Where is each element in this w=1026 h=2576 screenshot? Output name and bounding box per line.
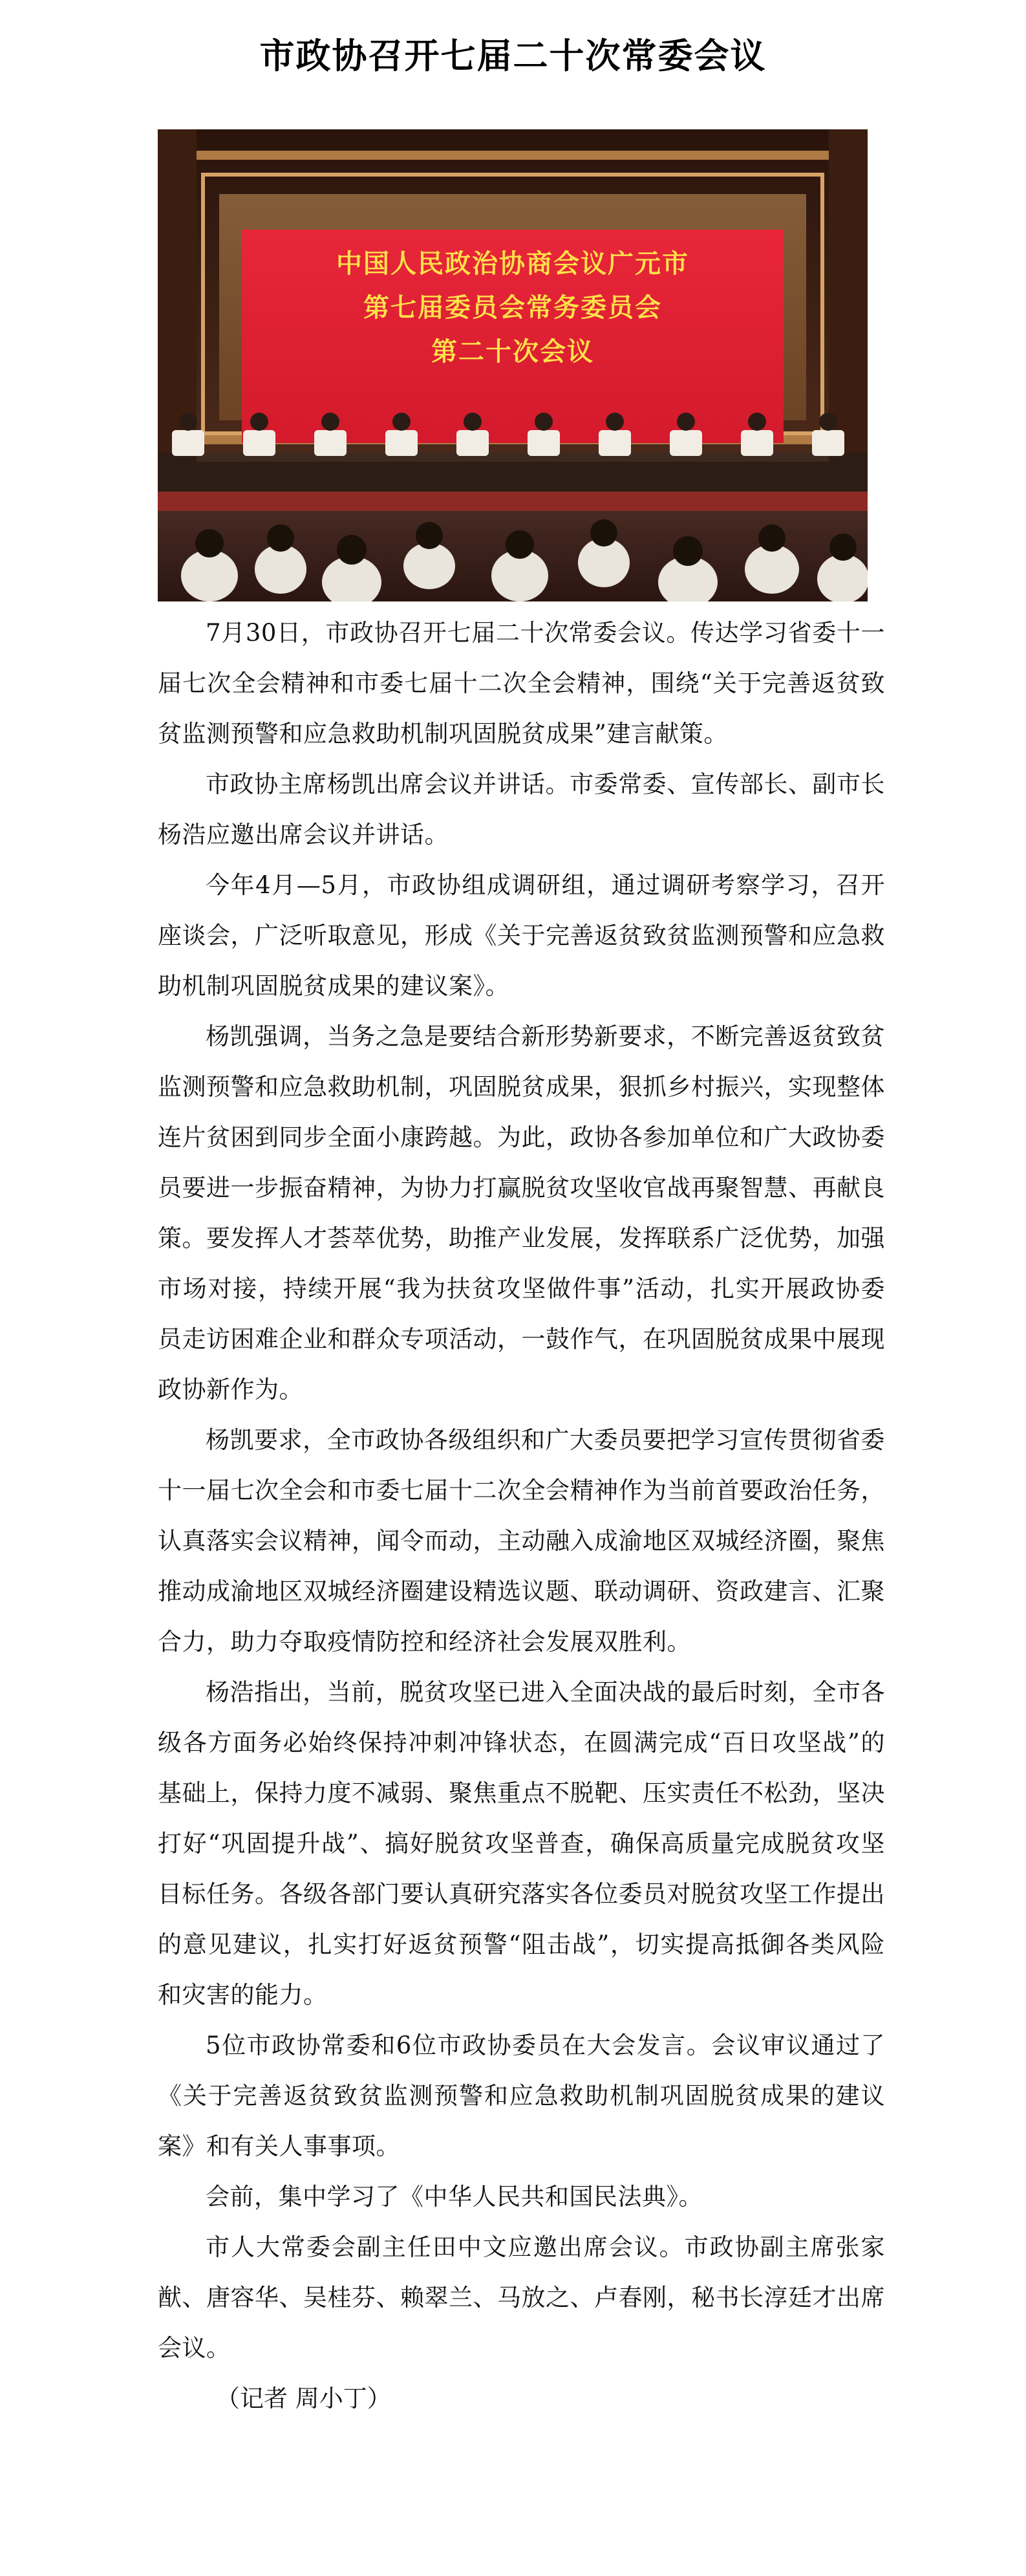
reporter-byline: （记者 周小丁） [216, 2385, 391, 2412]
paragraph: 杨凯强调，当务之急是要结合新形势新要求，不断完善返贫致贫监测预警和应急救助机制，巩固脱贫成果，狠抓乡村振兴，实现整体连片贫困到同步全面小康跨越。为此，政协各参加单位和广大政协委员要进一步振奋精神，为协力打赢脱贫攻坚收官战再聚智慧、再献良策。要发挥人才荟萃优势，助推产业发展，发挥联系广泛优势，加强市场对接，持续开展“我为扶贫攻坚做件事”活动，扎实开展政协委员走访困难企业和群众专项活动，一鼓作气，在巩固脱贫成果中展现政协新作为。 [158, 1023, 885, 1403]
paragraph: 杨浩指出，当前，脱贫攻坚已进入全面决战的最后时刻，全市各级各方面务必始终保持冲刺冲锋状态，在圆满完成“百日攻坚战”的基础上，保持力度不减弱、聚焦重点不脱靶、压实责任不松劲，坚决打好“巩固提升战”、搞好脱贫攻坚普查，确保高质量完成脱贫攻坚目标任务。各级各部门要认真研究落实各位委员对脱贫攻坚工作提出的意见建议，扎实打好返贫预警“阻击战”，切实提高抵御各类风险和灾害的能力。 [158, 1678, 885, 2009]
article-body [158, 608, 885, 2424]
banner-line-2: 第七届委员会常务委员会 [363, 293, 662, 323]
paragraph: 5位市政协常委和6位市政协委员在大会发言。会议审议通过了《关于完善返贫致贫监测预警和应急救助机制巩固脱贫成果的建议案》和有关人事事项。 [158, 2031, 885, 2160]
paragraph: 杨凯要求，全市政协各级组织和广大委员要把学习宣传贯彻省委十一届七次全会和市委七届十二次全会精神作为当前首要政治任务，认真落实会议精神，闻令而动，主动融入成渝地区双城经济圈，聚焦推动成渝地区双城经济圈建设精选议题、联动调研、资政建言、汇聚合力，助力夺取疫情防控和经济社会发展双胜利。 [158, 1426, 885, 1656]
meeting-photo [158, 129, 868, 601]
paragraph: 今年4月—5月，市政协组成调研组，通过调研考察学习，召开座谈会，广泛听取意见，形成《关于完善返贫致贫监测预警和应急救助机制巩固脱贫成果的建议案》。 [158, 871, 885, 1000]
paragraph: 会前，集中学习了《中华人民共和国民法典》。 [206, 2183, 703, 2211]
paragraph: 市人大常委会副主任田中文应邀出席会议。市政协副主席张家猷、唐容华、吴桂芬、赖翠兰、马放之、卢春刚，秘书长淳廷才出席会议。 [158, 2233, 885, 2362]
paragraph: 市政协主席杨凯出席会议并讲话。市委常委、宣传部长、副市长杨浩应邀出席会议并讲话。 [158, 770, 885, 849]
paragraph: 7月30日，市政协召开七届二十次常委会议。传达学习省委十一届七次全会精神和市委七届十二次全会精神，围绕“关于完善返贫致贫监测预警和应急救助机制巩固脱贫成果”建言献策。 [158, 619, 885, 748]
banner-line-3: 第二十次会议 [431, 337, 594, 367]
banner-line-1: 中国人民政治协商会议广元市 [336, 249, 689, 279]
article-title: 市政协召开七届二十次常委会议 [259, 35, 767, 77]
